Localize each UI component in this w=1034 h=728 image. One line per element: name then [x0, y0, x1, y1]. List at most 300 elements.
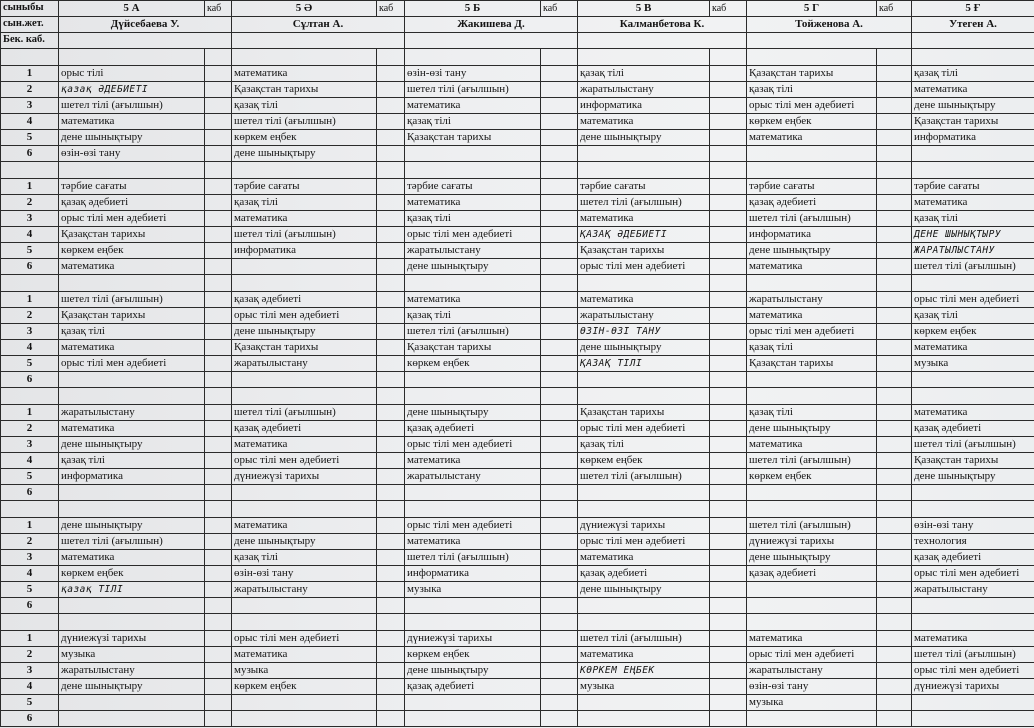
- separator-cell: [710, 388, 747, 405]
- subject-cell: дене шынықтыру: [59, 679, 205, 695]
- room-cell: [541, 469, 578, 485]
- subject-cell: ӨЗІН-ӨЗІ ТАНУ: [578, 324, 710, 340]
- subject-cell: дене шынықтыру: [59, 437, 205, 453]
- separator-cell: [877, 388, 912, 405]
- teacher-name: Тойженова А.: [747, 17, 912, 33]
- room-cell: [205, 227, 232, 243]
- subject-cell: математика: [912, 340, 1034, 356]
- room-cell: [710, 518, 747, 534]
- subject-cell: Қазақстан тарихы: [59, 227, 205, 243]
- subject-cell: Қазақстан тарихы: [578, 243, 710, 259]
- subject-cell: дене шынықтыру: [405, 663, 541, 679]
- room-cell: [877, 130, 912, 146]
- subject-cell: қазақ тілі: [578, 437, 710, 453]
- room-cell: [710, 421, 747, 437]
- subject-cell: қазақ ӘДЕБИЕТІ: [59, 82, 205, 98]
- lesson-number: 3: [1, 550, 59, 566]
- subject-cell: математика: [578, 292, 710, 308]
- room-cell: [205, 695, 232, 711]
- subject-cell: қазақ тілі: [405, 211, 541, 227]
- subject-cell: [59, 711, 205, 727]
- room-cell: [205, 663, 232, 679]
- room-cell: [710, 340, 747, 356]
- subject-cell: музыка: [912, 356, 1034, 372]
- lesson-row: [1, 227, 1034, 243]
- separator-cell: [877, 501, 912, 518]
- room-cell: [877, 485, 912, 501]
- room-cell: [205, 98, 232, 114]
- lesson-number: 4: [1, 453, 59, 469]
- separator-cell: [877, 275, 912, 292]
- separator-cell: [877, 614, 912, 631]
- room-cell: [877, 663, 912, 679]
- room-cell: [877, 211, 912, 227]
- subject-cell: орыс тілі мен әдебиеті: [405, 437, 541, 453]
- subject-cell: математика: [59, 421, 205, 437]
- class-name: 5 Б: [405, 1, 541, 17]
- room-cell: [377, 695, 405, 711]
- header-row-room: [1, 33, 1034, 49]
- subject-cell: өзін-өзі тану: [912, 518, 1034, 534]
- lesson-row: [1, 243, 1034, 259]
- lesson-number: 3: [1, 437, 59, 453]
- separator-cell: [377, 388, 405, 405]
- room-cell: [710, 130, 747, 146]
- subject-cell: қазақ тілі: [747, 340, 877, 356]
- subject-cell: шетел тілі (ағылшын): [912, 647, 1034, 663]
- subject-cell: шетел тілі (ағылшын): [747, 453, 877, 469]
- lesson-number: 4: [1, 114, 59, 130]
- lesson-number: 1: [1, 66, 59, 82]
- subject-cell: [59, 598, 205, 614]
- subject-cell: дүниежүзі тарихы: [747, 534, 877, 550]
- teacher-name: Утеген А.: [912, 17, 1034, 33]
- subject-cell: қазақ тілі: [232, 195, 377, 211]
- lesson-row: [1, 631, 1034, 647]
- separator-cell: [578, 162, 710, 179]
- subject-cell: дене шынықтыру: [59, 518, 205, 534]
- subject-cell: орыс тілі мен әдебиеті: [747, 324, 877, 340]
- room-cell: [877, 324, 912, 340]
- subject-cell: информатика: [912, 130, 1034, 146]
- room-cell: [541, 631, 578, 647]
- room-cell: [377, 566, 405, 582]
- room-cell: [710, 437, 747, 453]
- subject-cell: математика: [405, 534, 541, 550]
- subject-cell: КӨРКЕМ ЕҢБЕК: [578, 663, 710, 679]
- lesson-number: 1: [1, 292, 59, 308]
- subject-cell: дене шынықтыру: [232, 534, 377, 550]
- day-separator: [1, 614, 1034, 631]
- subject-cell: тәрбие сағаты: [747, 179, 877, 195]
- room-cell: [877, 631, 912, 647]
- subject-cell: Қазақстан тарихы: [912, 114, 1034, 130]
- room-cell: [377, 324, 405, 340]
- lesson-number: 2: [1, 421, 59, 437]
- room-cell: [205, 469, 232, 485]
- subject-cell: ДЕНЕ ШЫНЫҚТЫРУ: [912, 227, 1034, 243]
- subject-cell: орыс тілі мен әдебиеті: [747, 98, 877, 114]
- subject-cell: қазақ ТІЛІ: [59, 582, 205, 598]
- separator-cell: [405, 162, 541, 179]
- separator-cell: [59, 501, 205, 518]
- room-cell: [541, 421, 578, 437]
- room-cell: [377, 631, 405, 647]
- room-cell: [877, 243, 912, 259]
- subject-cell: орыс тілі мен әдебиеті: [912, 292, 1034, 308]
- room-cell: [377, 485, 405, 501]
- room-cell: [377, 66, 405, 82]
- subject-cell: шетел тілі (ағылшын): [59, 98, 205, 114]
- room-cell: [710, 195, 747, 211]
- room-cell: [541, 82, 578, 98]
- room-cell: [578, 33, 747, 49]
- kab-label: каб: [377, 1, 405, 17]
- room-cell: [205, 372, 232, 388]
- separator-cell: [205, 275, 232, 292]
- room-cell: [377, 130, 405, 146]
- subject-cell: [747, 372, 877, 388]
- room-cell: [377, 437, 405, 453]
- room-cell: [205, 82, 232, 98]
- room-cell: [710, 308, 747, 324]
- room-cell: [877, 534, 912, 550]
- room-cell: [377, 598, 405, 614]
- subject-cell: информатика: [59, 469, 205, 485]
- room-cell: [205, 195, 232, 211]
- separator-cell: [232, 49, 377, 66]
- room-cell: [205, 308, 232, 324]
- lesson-number: 2: [1, 308, 59, 324]
- teacher-name: Сұлтан А.: [232, 17, 405, 33]
- row-label-teacher: сын.жет.: [1, 17, 59, 33]
- room-cell: [541, 114, 578, 130]
- separator-cell: [1, 501, 59, 518]
- lesson-row: [1, 372, 1034, 388]
- subject-cell: математика: [232, 437, 377, 453]
- subject-cell: математика: [747, 308, 877, 324]
- lesson-row: [1, 485, 1034, 501]
- room-cell: [205, 550, 232, 566]
- room-cell: [377, 453, 405, 469]
- subject-cell: қазақ тілі: [232, 98, 377, 114]
- lesson-number: 1: [1, 405, 59, 421]
- separator-cell: [578, 501, 710, 518]
- lesson-number: 3: [1, 98, 59, 114]
- subject-cell: информатика: [405, 566, 541, 582]
- room-cell: [710, 453, 747, 469]
- subject-cell: Қазақстан тарихы: [912, 453, 1034, 469]
- subject-cell: [912, 711, 1034, 727]
- lesson-number: 4: [1, 679, 59, 695]
- subject-cell: дене шынықтыру: [59, 130, 205, 146]
- lesson-number: 2: [1, 534, 59, 550]
- lesson-number: 3: [1, 324, 59, 340]
- teacher-name: Жакишева Д.: [405, 17, 578, 33]
- room-cell: [541, 405, 578, 421]
- separator-cell: [405, 501, 541, 518]
- day-separator: [1, 388, 1034, 405]
- lesson-row: [1, 421, 1034, 437]
- room-cell: [541, 243, 578, 259]
- room-cell: [205, 356, 232, 372]
- separator-cell: [877, 162, 912, 179]
- room-cell: [377, 550, 405, 566]
- lesson-row: [1, 469, 1034, 485]
- room-cell: [541, 98, 578, 114]
- subject-cell: математика: [912, 195, 1034, 211]
- room-cell: [710, 259, 747, 275]
- subject-cell: [405, 695, 541, 711]
- subject-cell: қазақ әдебиеті: [405, 679, 541, 695]
- room-cell: [377, 227, 405, 243]
- separator-cell: [205, 614, 232, 631]
- subject-cell: ЖАРАТЫЛЫСТАНУ: [912, 243, 1034, 259]
- subject-cell: жаратылыстану: [747, 663, 877, 679]
- class-name: 5 Г: [747, 1, 877, 17]
- subject-cell: технология: [912, 534, 1034, 550]
- room-cell: [877, 308, 912, 324]
- room-cell: [710, 598, 747, 614]
- lesson-number: 6: [1, 485, 59, 501]
- subject-cell: өзін-өзі тану: [405, 66, 541, 82]
- room-cell: [541, 227, 578, 243]
- subject-cell: қазақ тілі: [232, 550, 377, 566]
- lesson-number: 5: [1, 695, 59, 711]
- separator-cell: [710, 162, 747, 179]
- subject-cell: өзін-өзі тану: [747, 679, 877, 695]
- room-cell: [877, 679, 912, 695]
- room-cell: [541, 711, 578, 727]
- lesson-number: 2: [1, 195, 59, 211]
- subject-cell: өзін-өзі тану: [232, 566, 377, 582]
- room-cell: [877, 114, 912, 130]
- separator-cell: [747, 162, 877, 179]
- subject-cell: математика: [232, 211, 377, 227]
- room-cell: [710, 324, 747, 340]
- lesson-row: [1, 195, 1034, 211]
- room-cell: [541, 130, 578, 146]
- room-cell: [377, 679, 405, 695]
- subject-cell: информатика: [232, 243, 377, 259]
- subject-cell: жаратылыстану: [578, 82, 710, 98]
- room-cell: [877, 82, 912, 98]
- subject-cell: [912, 146, 1034, 162]
- separator-cell: [710, 275, 747, 292]
- lesson-number: 4: [1, 566, 59, 582]
- room-cell: [747, 33, 912, 49]
- subject-cell: [405, 711, 541, 727]
- subject-cell: математика: [59, 550, 205, 566]
- room-cell: [541, 582, 578, 598]
- subject-cell: шетел тілі (ағылшын): [232, 227, 377, 243]
- room-cell: [710, 711, 747, 727]
- subject-cell: [747, 598, 877, 614]
- subject-cell: математика: [59, 340, 205, 356]
- lesson-number: 2: [1, 82, 59, 98]
- subject-cell: ҚАЗАҚ ТІЛІ: [578, 356, 710, 372]
- subject-cell: тәрбие сағаты: [59, 179, 205, 195]
- room-cell: [377, 292, 405, 308]
- room-cell: [205, 259, 232, 275]
- room-cell: [710, 243, 747, 259]
- room-cell: [377, 179, 405, 195]
- subject-cell: дүниежүзі тарихы: [405, 631, 541, 647]
- lesson-row: [1, 711, 1034, 727]
- lesson-row: [1, 534, 1034, 550]
- separator-cell: [710, 501, 747, 518]
- room-cell: [710, 647, 747, 663]
- room-cell: [877, 550, 912, 566]
- subject-cell: математика: [405, 292, 541, 308]
- subject-cell: қазақ тілі: [578, 66, 710, 82]
- subject-cell: информатика: [747, 227, 877, 243]
- separator-cell: [877, 49, 912, 66]
- subject-cell: дүниежүзі тарихы: [59, 631, 205, 647]
- subject-cell: орыс тілі мен әдебиеті: [59, 211, 205, 227]
- subject-cell: [405, 146, 541, 162]
- kab-label: каб: [877, 1, 912, 17]
- subject-cell: тәрбие сағаты: [405, 179, 541, 195]
- separator-cell: [59, 275, 205, 292]
- subject-cell: [232, 598, 377, 614]
- subject-cell: математика: [578, 114, 710, 130]
- subject-cell: көркем еңбек: [912, 324, 1034, 340]
- subject-cell: Қазақстан тарихы: [232, 340, 377, 356]
- subject-cell: дене шынықтыру: [405, 259, 541, 275]
- room-cell: [205, 566, 232, 582]
- room-cell: [377, 421, 405, 437]
- subject-cell: [578, 372, 710, 388]
- separator-cell: [578, 275, 710, 292]
- subject-cell: Қазақстан тарихы: [747, 356, 877, 372]
- subject-cell: дене шынықтыру: [747, 243, 877, 259]
- room-cell: [541, 356, 578, 372]
- subject-cell: математика: [747, 259, 877, 275]
- subject-cell: шетел тілі (ағылшын): [912, 259, 1034, 275]
- subject-cell: [59, 695, 205, 711]
- subject-cell: тәрбие сағаты: [232, 179, 377, 195]
- lesson-row: [1, 550, 1034, 566]
- lesson-number: 5: [1, 243, 59, 259]
- room-cell: [541, 453, 578, 469]
- lesson-row: [1, 598, 1034, 614]
- room-cell: [541, 179, 578, 195]
- separator-cell: [912, 501, 1034, 518]
- subject-cell: [747, 146, 877, 162]
- subject-cell: шетел тілі (ағылшын): [912, 437, 1034, 453]
- subject-cell: [232, 372, 377, 388]
- lesson-number: 6: [1, 711, 59, 727]
- separator-cell: [59, 388, 205, 405]
- room-cell: [205, 711, 232, 727]
- day-separator: [1, 49, 1034, 66]
- separator-cell: [578, 49, 710, 66]
- room-cell: [541, 372, 578, 388]
- subject-cell: математика: [405, 195, 541, 211]
- separator-cell: [541, 614, 578, 631]
- separator-cell: [710, 614, 747, 631]
- room-cell: [710, 98, 747, 114]
- subject-cell: орыс тілі мен әдебиеті: [405, 518, 541, 534]
- subject-cell: қазақ тілі: [912, 211, 1034, 227]
- subject-cell: қазақ тілі: [747, 82, 877, 98]
- subject-cell: математика: [747, 437, 877, 453]
- subject-cell: жаратылыстану: [232, 356, 377, 372]
- lesson-row: [1, 582, 1034, 598]
- subject-cell: дене шынықтыру: [912, 469, 1034, 485]
- room-cell: [710, 663, 747, 679]
- class-name: 5 Ә: [232, 1, 377, 17]
- subject-cell: көркем еңбек: [578, 453, 710, 469]
- separator-cell: [541, 501, 578, 518]
- room-cell: [877, 340, 912, 356]
- lesson-row: [1, 98, 1034, 114]
- room-cell: [710, 566, 747, 582]
- room-cell: [205, 582, 232, 598]
- lesson-row: [1, 292, 1034, 308]
- separator-cell: [232, 275, 377, 292]
- subject-cell: [59, 485, 205, 501]
- lesson-number: 5: [1, 582, 59, 598]
- subject-cell: [405, 598, 541, 614]
- room-cell: [541, 211, 578, 227]
- lesson-number: 4: [1, 340, 59, 356]
- class-name: 5 Ғ: [912, 1, 1034, 17]
- subject-cell: [912, 598, 1034, 614]
- subject-cell: математика: [578, 550, 710, 566]
- room-cell: [541, 324, 578, 340]
- lesson-number: 1: [1, 179, 59, 195]
- subject-cell: математика: [747, 130, 877, 146]
- room-cell: [377, 82, 405, 98]
- lesson-row: [1, 695, 1034, 711]
- subject-cell: орыс тілі мен әдебиеті: [232, 308, 377, 324]
- subject-cell: жаратылыстану: [405, 469, 541, 485]
- separator-cell: [747, 275, 877, 292]
- room-cell: [541, 66, 578, 82]
- room-cell: [205, 146, 232, 162]
- subject-cell: шетел тілі (ағылшын): [232, 405, 377, 421]
- separator-cell: [1, 275, 59, 292]
- room-cell: [205, 130, 232, 146]
- separator-cell: [541, 49, 578, 66]
- subject-cell: математика: [912, 82, 1034, 98]
- subject-cell: [912, 372, 1034, 388]
- room-cell: [710, 405, 747, 421]
- day-separator: [1, 162, 1034, 179]
- subject-cell: [578, 695, 710, 711]
- subject-cell: өзін-өзі тану: [59, 146, 205, 162]
- lesson-number: 3: [1, 663, 59, 679]
- subject-cell: қазақ әдебиеті: [232, 421, 377, 437]
- separator-cell: [747, 388, 877, 405]
- separator-cell: [747, 49, 877, 66]
- room-cell: [205, 324, 232, 340]
- separator-cell: [1, 162, 59, 179]
- subject-cell: орыс тілі мен әдебиеті: [912, 566, 1034, 582]
- subject-cell: шетел тілі (ағылшын): [747, 518, 877, 534]
- subject-cell: [59, 372, 205, 388]
- room-cell: [877, 405, 912, 421]
- teacher-name: Дүйсебаева У.: [59, 17, 232, 33]
- subject-cell: шетел тілі (ағылшын): [405, 82, 541, 98]
- subject-cell: [232, 695, 377, 711]
- subject-cell: ҚАЗАҚ ӘДЕБИЕТІ: [578, 227, 710, 243]
- subject-cell: қазақ тілі: [59, 324, 205, 340]
- room-cell: [877, 66, 912, 82]
- room-cell: [377, 582, 405, 598]
